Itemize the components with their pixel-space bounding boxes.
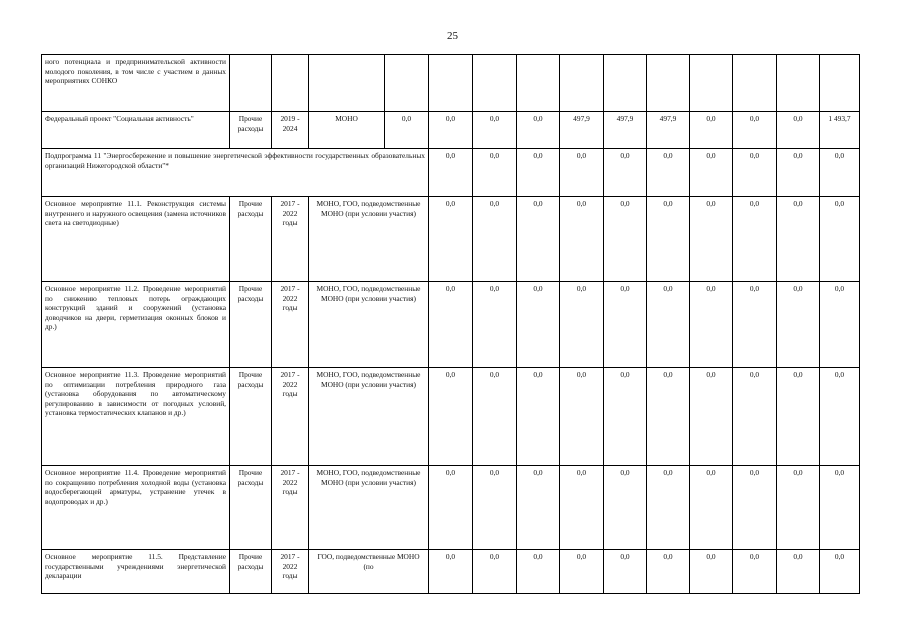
value-cell: 0,0 bbox=[690, 466, 733, 550]
value-cell: 0,0 bbox=[777, 112, 820, 149]
period: 2019 - 2024 bbox=[272, 112, 309, 149]
value-cell: 0,0 bbox=[560, 149, 604, 197]
value-cell bbox=[560, 55, 604, 112]
value-cell: 0,0 bbox=[560, 368, 604, 466]
value-cell: 0,0 bbox=[820, 550, 860, 594]
value-cell: 497,9 bbox=[604, 112, 647, 149]
value-cell: 497,9 bbox=[647, 112, 690, 149]
subprogram-title: Подпрограмма 11 "Энергосбережение и повышение энергетической эффективности государственных образовательных организаций Нижегородской области"* bbox=[42, 149, 429, 197]
activity-description: Основное мероприятие 11.4. Проведение мероприятий по сокращению потребления холодной воды (установка водосберегающей арматуры, устранение утечек в водопроводах и др.) bbox=[42, 466, 230, 550]
period: 2017 - 2022 годы bbox=[272, 282, 309, 368]
value-cell: 0,0 bbox=[820, 368, 860, 466]
value-cell: 0,0 bbox=[604, 368, 647, 466]
period: 2017 - 2022 годы bbox=[272, 466, 309, 550]
table-row bbox=[42, 466, 860, 550]
value-cell: 0,0 bbox=[777, 466, 820, 550]
value-cell bbox=[647, 55, 690, 112]
value-cell: 0,0 bbox=[604, 197, 647, 282]
value-cell: 0,0 bbox=[690, 112, 733, 149]
value-cell: 0,0 bbox=[777, 149, 820, 197]
executor: МОНО bbox=[309, 112, 385, 149]
value-cell: 0,0 bbox=[647, 197, 690, 282]
table-row bbox=[42, 197, 860, 282]
activity-description: Основное мероприятие 11.5. Представление государственными учреждениями энергетической декларации bbox=[42, 550, 230, 594]
value-cell: 0,0 bbox=[517, 550, 560, 594]
value-cell: 0,0 bbox=[820, 197, 860, 282]
value-cell: 0,0 bbox=[820, 282, 860, 368]
value-cell bbox=[690, 55, 733, 112]
value-cell: 0,0 bbox=[690, 282, 733, 368]
executor: МОНО, ГОО, подведомственные МОНО (при условии участия) bbox=[309, 466, 429, 550]
value-cell: 0,0 bbox=[777, 368, 820, 466]
value-cell: 0,0 bbox=[473, 282, 517, 368]
value-cell: 0,0 bbox=[690, 550, 733, 594]
value-cell: 0,0 bbox=[777, 282, 820, 368]
expense-type: Прочие расходы bbox=[230, 368, 272, 466]
value-cell: 0,0 bbox=[733, 368, 777, 466]
value-cell: 0,0 bbox=[385, 112, 429, 149]
value-cell: 0,0 bbox=[820, 149, 860, 197]
value-cell: 0,0 bbox=[647, 550, 690, 594]
table-row bbox=[42, 368, 860, 466]
value-cell: 0,0 bbox=[647, 466, 690, 550]
expense-type: Прочие расходы bbox=[230, 197, 272, 282]
value-cell: 0,0 bbox=[429, 112, 473, 149]
table-row bbox=[42, 112, 860, 149]
value-cell bbox=[604, 55, 647, 112]
value-cell: 0,0 bbox=[820, 466, 860, 550]
executor: МОНО, ГОО, подведомственные МОНО (при условии участия) bbox=[309, 368, 429, 466]
executor: ГОО, подведомственные МОНО (по bbox=[309, 550, 429, 594]
value-cell: 0,0 bbox=[429, 368, 473, 466]
value-cell: 0,0 bbox=[429, 282, 473, 368]
executor: МОНО, ГОО, подведомственные МОНО (при условии участия) bbox=[309, 282, 429, 368]
expense-type: Прочие расходы bbox=[230, 282, 272, 368]
value-cell: 0,0 bbox=[473, 197, 517, 282]
value-cell: 0,0 bbox=[647, 282, 690, 368]
value-cell bbox=[777, 55, 820, 112]
value-cell bbox=[429, 55, 473, 112]
value-cell: 0,0 bbox=[777, 550, 820, 594]
value-cell: 0,0 bbox=[733, 149, 777, 197]
table-row bbox=[42, 282, 860, 368]
expense-type: Прочие расходы bbox=[230, 112, 272, 149]
page-number: 25 bbox=[447, 30, 458, 42]
period: 2017 - 2022 годы bbox=[272, 550, 309, 594]
value-cell: 0,0 bbox=[429, 466, 473, 550]
value-cell: 0,0 bbox=[517, 466, 560, 550]
value-cell: 0,0 bbox=[560, 550, 604, 594]
value-cell: 0,0 bbox=[690, 197, 733, 282]
activity-description: Основное мероприятие 11.1. Реконструкция системы внутреннего и наружного освещения (замена источников света на светодиодные) bbox=[42, 197, 230, 282]
value-cell bbox=[733, 55, 777, 112]
executor: МОНО, ГОО, подведомственные МОНО (при условии участия) bbox=[309, 197, 429, 282]
value-cell: 0,0 bbox=[429, 149, 473, 197]
value-cell: 0,0 bbox=[517, 112, 560, 149]
value-cell: 0,0 bbox=[473, 368, 517, 466]
table-body bbox=[42, 55, 860, 594]
activity-description: Основное мероприятие 11.2. Проведение мероприятий по снижению тепловых потерь ограждающих конструкций зданий и сооружений (установка доводчиков на двери, герметизация оконных блоков и др.) bbox=[42, 282, 230, 368]
expense-type: Прочие расходы bbox=[230, 550, 272, 594]
value-cell: 0,0 bbox=[647, 149, 690, 197]
activity-description: Федеральный проект "Социальная активность" bbox=[42, 112, 230, 149]
value-cell: 0,0 bbox=[429, 550, 473, 594]
value-cell: 0,0 bbox=[473, 466, 517, 550]
value-cell: 0,0 bbox=[733, 550, 777, 594]
value-cell: 0,0 bbox=[560, 197, 604, 282]
activity-description: ного потенциала и предпринимательской активности молодого поколения, в том числе с участием в данных мероприятиях СОНКО bbox=[42, 55, 230, 112]
value-cell: 0,0 bbox=[473, 550, 517, 594]
period: 2017 - 2022 годы bbox=[272, 368, 309, 466]
value-cell: 0,0 bbox=[733, 112, 777, 149]
value-cell: 0,0 bbox=[560, 282, 604, 368]
value-cell: 0,0 bbox=[429, 197, 473, 282]
executor bbox=[309, 55, 385, 112]
value-cell: 0,0 bbox=[473, 149, 517, 197]
value-cell: 1 493,7 bbox=[820, 112, 860, 149]
value-cell: 497,9 bbox=[560, 112, 604, 149]
value-cell: 0,0 bbox=[733, 466, 777, 550]
period bbox=[272, 55, 309, 112]
value-cell: 0,0 bbox=[517, 197, 560, 282]
budget-table bbox=[41, 54, 860, 594]
value-cell bbox=[473, 55, 517, 112]
value-cell: 0,0 bbox=[517, 368, 560, 466]
period: 2017 - 2022 годы bbox=[272, 197, 309, 282]
value-cell bbox=[517, 55, 560, 112]
expense-type bbox=[230, 55, 272, 112]
value-cell: 0,0 bbox=[733, 282, 777, 368]
value-cell: 0,0 bbox=[473, 112, 517, 149]
value-cell: 0,0 bbox=[517, 149, 560, 197]
value-cell: 0,0 bbox=[777, 197, 820, 282]
value-cell bbox=[385, 55, 429, 112]
value-cell: 0,0 bbox=[560, 466, 604, 550]
value-cell: 0,0 bbox=[604, 466, 647, 550]
value-cell bbox=[820, 55, 860, 112]
table-row bbox=[42, 55, 860, 112]
table-row bbox=[42, 149, 860, 197]
value-cell: 0,0 bbox=[517, 282, 560, 368]
expense-type: Прочие расходы bbox=[230, 466, 272, 550]
value-cell: 0,0 bbox=[604, 282, 647, 368]
value-cell: 0,0 bbox=[604, 149, 647, 197]
table-row bbox=[42, 550, 860, 594]
value-cell: 0,0 bbox=[647, 368, 690, 466]
value-cell: 0,0 bbox=[733, 197, 777, 282]
value-cell: 0,0 bbox=[690, 149, 733, 197]
activity-description: Основное мероприятие 11.3. Проведение мероприятий по оптимизации потребления природного газа (установка оборудования по автоматическому регулированию в зависимости от погодных условий, установка термостатических клапанов и др.) bbox=[42, 368, 230, 466]
value-cell: 0,0 bbox=[604, 550, 647, 594]
value-cell: 0,0 bbox=[690, 368, 733, 466]
